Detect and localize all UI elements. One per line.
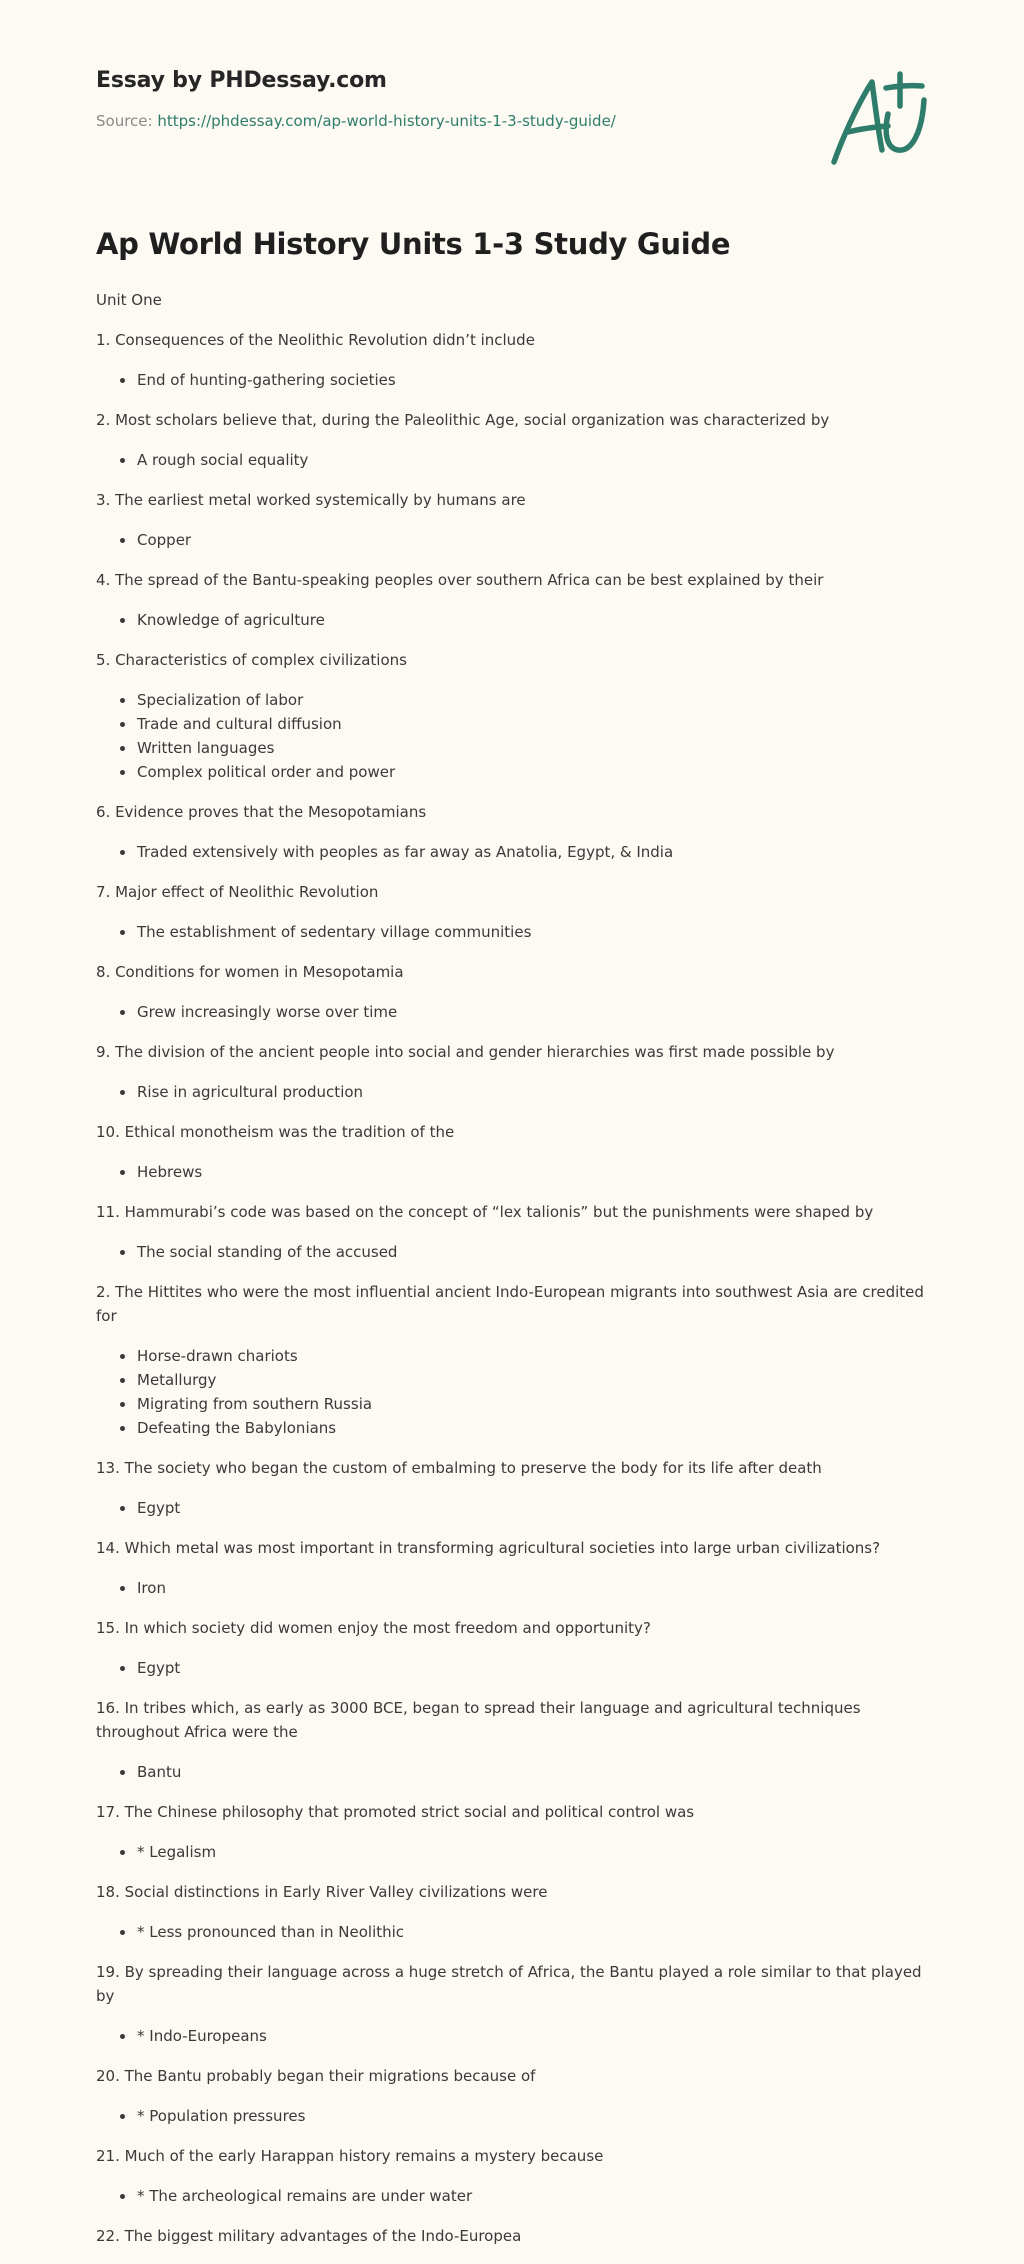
question: 17. The Chinese philosophy that promoted strict social and political control was [96,1803,695,1821]
answer-item: • Grew increasingly worse over time [136,1000,928,1024]
question-list [96,328,928,2248]
answer-item: • Traded extensively with peoples as far away as Anatolia, Egypt, & India [136,840,928,864]
question: 9. The division of the ancient people into social and gender hierarchies was first made possible by [96,1043,835,1061]
question: 14. Which metal was most important in transforming agricultural societies into large urban civilizations? [96,1539,881,1557]
answer-item: • Iron [136,1576,928,1600]
question: 1. Consequences of the Neolithic Revolution didn’t include [96,331,535,349]
answer-item: • Trade and cultural diffusion [136,712,928,736]
answer-list [96,1576,928,1600]
answer-item: • Written languages [136,736,928,760]
question: 16. In tribes which, as early as 3000 BCE, began to spread their language and agricultural techniques throughout Africa were the [96,1699,861,1741]
answer-list [96,2184,928,2208]
answer-item: • * Population pressures [136,2104,928,2128]
question: 7. Major effect of Neolithic Revolution [96,883,379,901]
question: 10. Ethical monotheism was the tradition of the [96,1123,455,1141]
question: 2. The Hittites who were the most influential ancient Indo-European migrants into southwest Asia are credited for [96,1283,924,1325]
site-brand: Essay by PHDessay.com [96,68,387,93]
question: 15. In which society did women enjoy the most freedom and opportunity? [96,1619,651,1637]
answer-list [96,2024,928,2048]
answer-item: • * The archeological remains are under water [136,2184,928,2208]
question: 13. The society who began the custom of embalming to preserve the body for its life after death [96,1459,822,1477]
answer-list [96,1656,928,1680]
answer-item: • * Indo-Europeans [136,2024,928,2048]
answer-list [96,608,928,632]
answer-item: • Copper [136,528,928,552]
answer-list [96,840,928,864]
answer-list [96,920,928,944]
answer-item: • The social standing of the accused [136,1240,928,1264]
answer-list [96,1496,928,1520]
answer-list [96,448,928,472]
answer-item: • Egypt [136,1496,928,1520]
answer-list [96,1160,928,1184]
answer-item: • Knowledge of agriculture [136,608,928,632]
answer-list [96,528,928,552]
answer-list [96,1920,928,1944]
question: 6. Evidence proves that the Mesopotamians [96,803,427,821]
essay-header [96,68,928,130]
source-label: Source: [96,112,153,130]
answer-list [96,1080,928,1104]
question: 2. Most scholars believe that, during the Paleolithic Age, social organization was characterized by [96,411,830,429]
answer-item: • Complex political order and power [136,760,928,784]
answer-list [96,2104,928,2128]
article-content [96,222,928,2264]
question: 19. By spreading their language across a huge stretch of Africa, the Bantu played a role similar to that played by [96,1963,922,2005]
question: 22. The biggest military advantages of the Indo-Europea [96,2227,522,2245]
answer-list [96,368,928,392]
answer-item: • Specialization of labor [136,688,928,712]
source-line [96,112,928,130]
article-title: Ap World History Units 1-3 Study Guide [96,227,731,261]
question: 5. Characteristics of complex civilizations [96,651,407,669]
question: 20. The Bantu probably began their migrations because of [96,2067,536,2085]
answer-item: • A rough social equality [136,448,928,472]
question: 21. Much of the early Harappan history remains a mystery because [96,2147,604,2165]
a-plus-grade-icon [826,70,936,170]
answer-item: • Horse-drawn chariots [136,1344,928,1368]
answer-item: • End of hunting-gathering societies [136,368,928,392]
answer-list [96,1760,928,1784]
question: 3. The earliest metal worked systemically by humans are [96,491,526,509]
answer-item: • * Less pronounced than in Neolithic [136,1920,928,1944]
answer-item: • Hebrews [136,1160,928,1184]
answer-list [96,1840,928,1864]
answer-list [96,1344,928,1440]
answer-list [96,1240,928,1264]
source-link[interactable]: https://phdessay.com/ap-world-history-units-1-3-study-guide/ [157,112,616,130]
answer-item: • Migrating from southern Russia [136,1392,928,1416]
answer-list [96,688,928,784]
question: 18. Social distinctions in Early River Valley civilizations were [96,1883,548,1901]
question: 11. Hammurabi’s code was based on the concept of “lex talionis” but the punishments were shaped by [96,1203,874,1221]
answer-item: • Defeating the Babylonians [136,1416,928,1440]
answer-item: • Egypt [136,1656,928,1680]
section-heading: Unit One [96,291,162,309]
answer-list [96,1000,928,1024]
answer-item: • The establishment of sedentary village communities [136,920,928,944]
answer-item: • Metallurgy [136,1368,928,1392]
answer-item: • Bantu [136,1760,928,1784]
answer-item: • Rise in agricultural production [136,1080,928,1104]
question: 4. The spread of the Bantu-speaking peoples over southern Africa can be best explained by their [96,571,824,589]
question: 8. Conditions for women in Mesopotamia [96,963,404,981]
answer-item: • * Legalism [136,1840,928,1864]
